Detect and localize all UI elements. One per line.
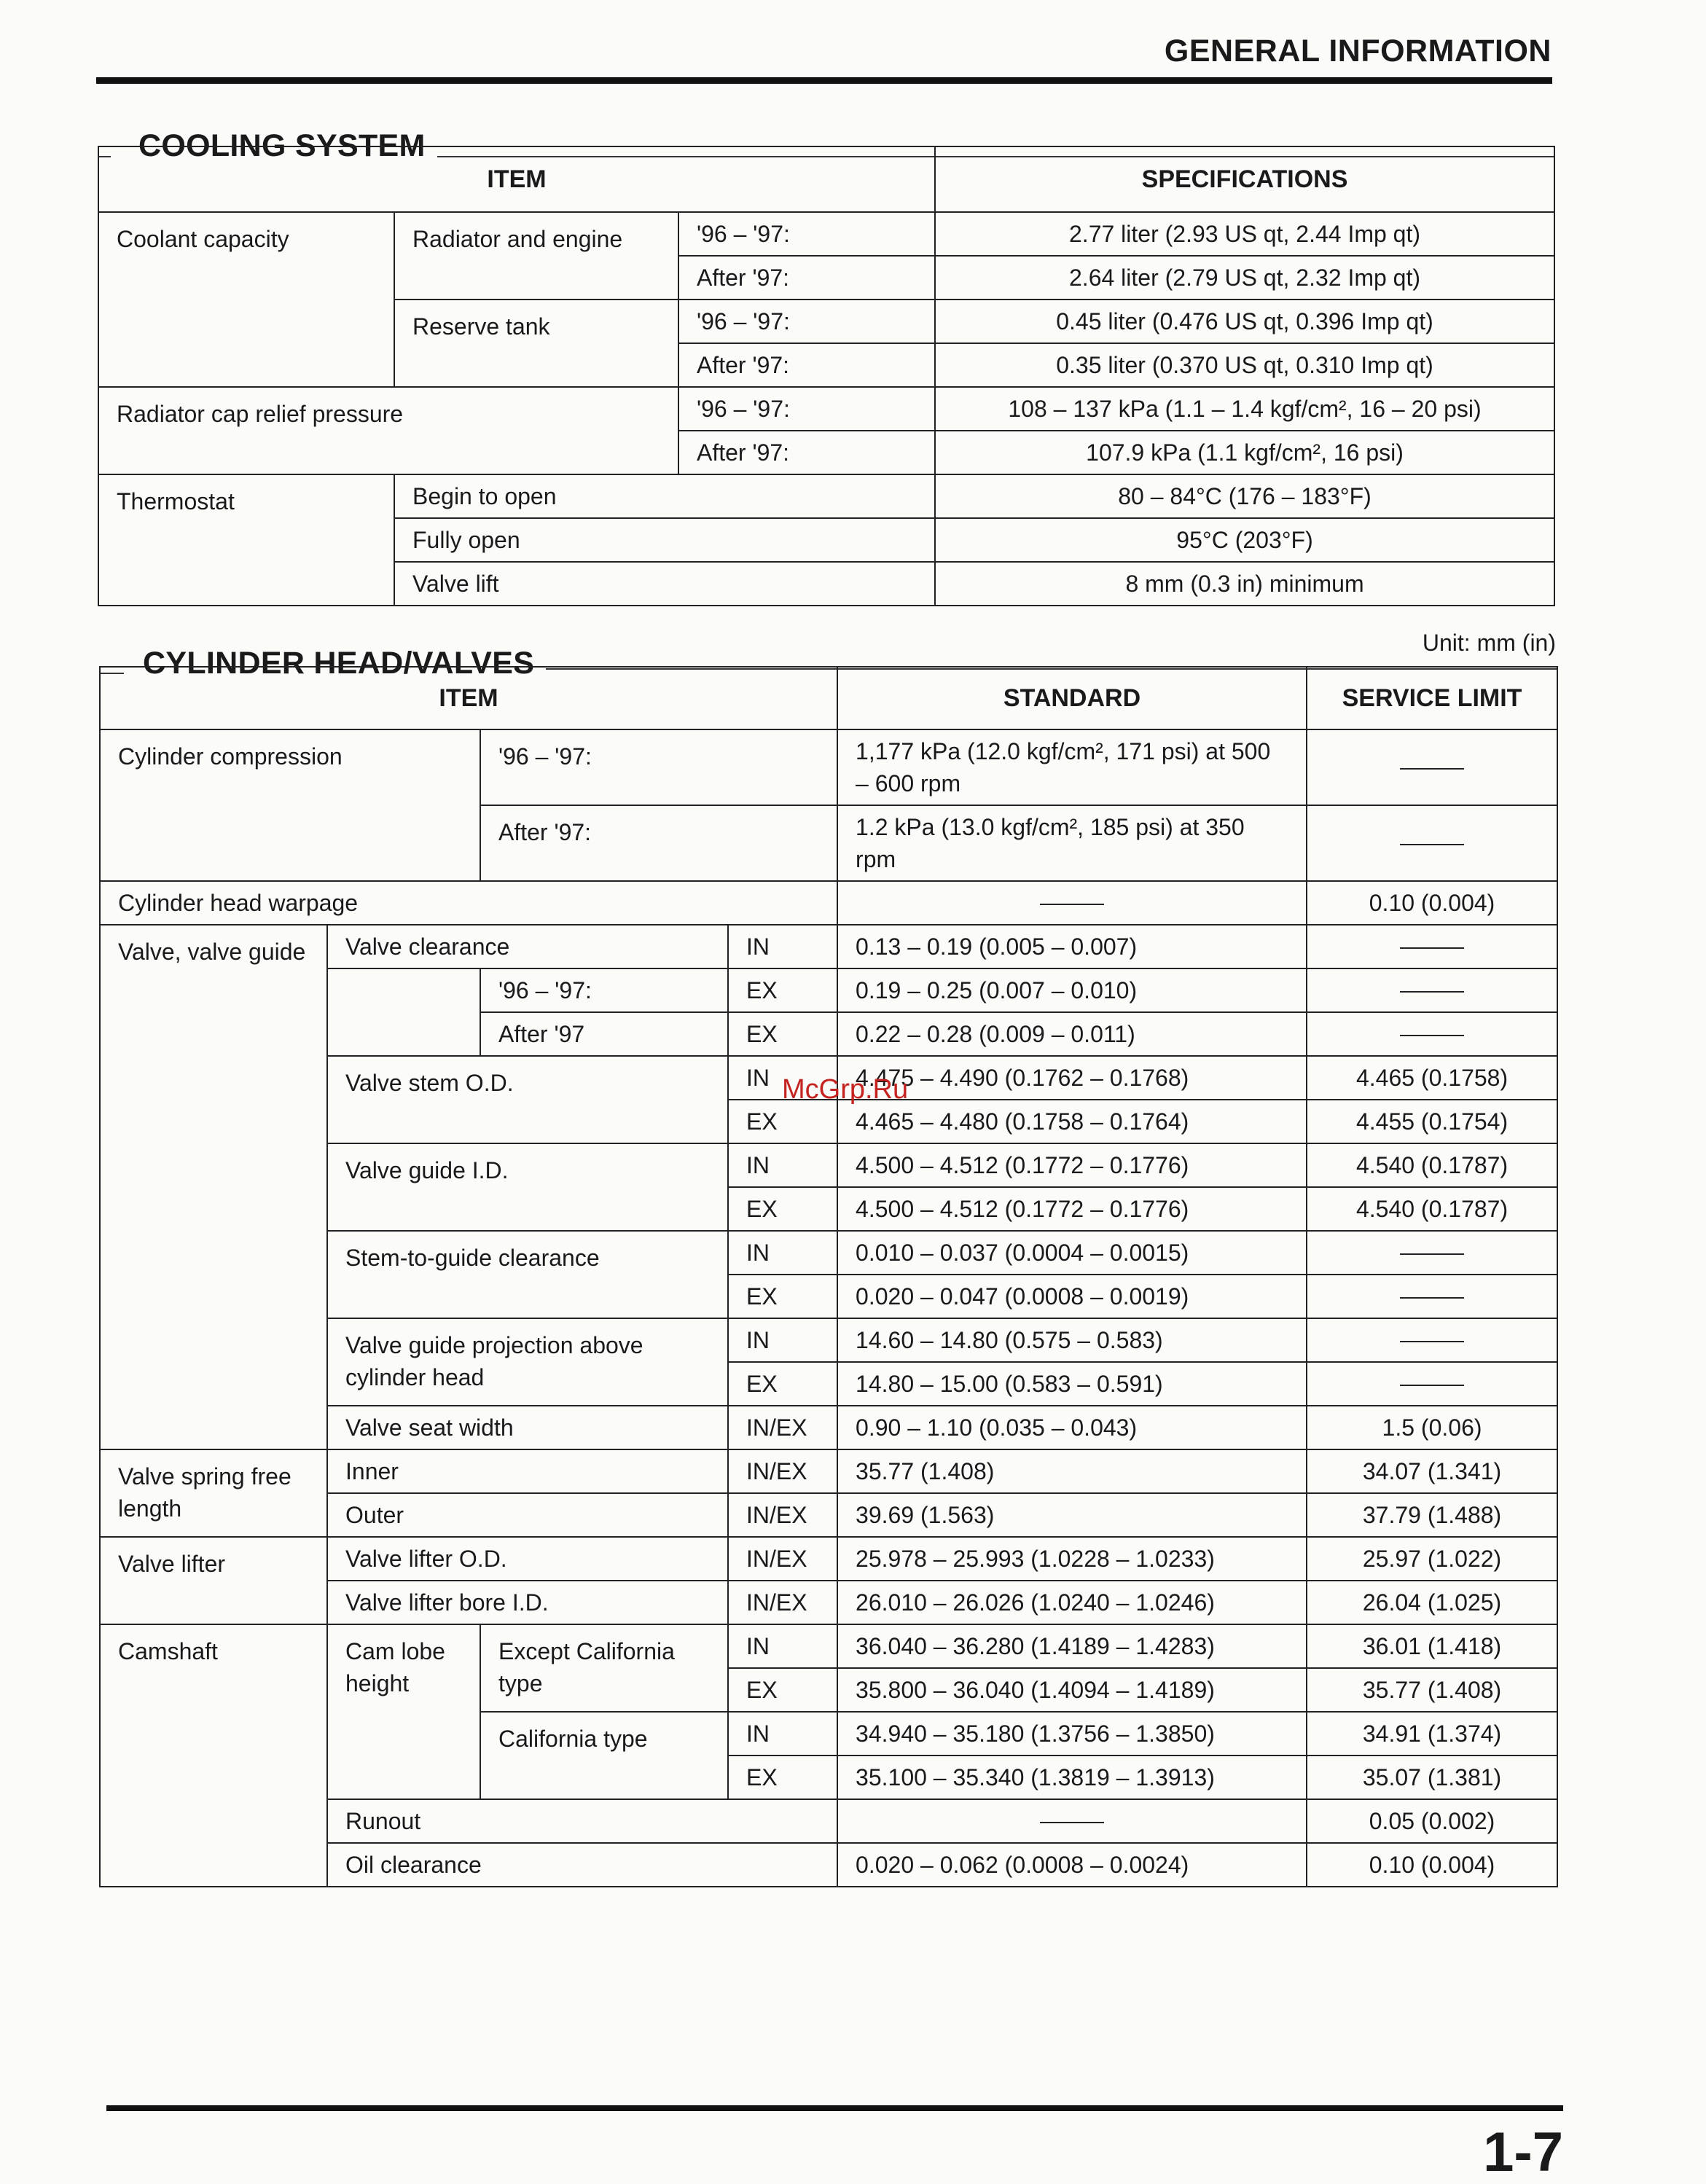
valve-lift-label: Valve lift <box>394 562 935 606</box>
no-limit-dash <box>1307 1012 1557 1056</box>
standard-value: 36.040 – 36.280 (1.4189 – 1.4283) <box>837 1624 1307 1668</box>
cooling-col-spec: SPECIFICATIONS <box>935 146 1554 212</box>
limit-value: 4.465 (0.1758) <box>1307 1056 1557 1100</box>
stem-od-label: Valve stem O.D. <box>327 1056 728 1143</box>
standard-value: 0.020 – 0.047 (0.0008 – 0.0019) <box>837 1275 1307 1318</box>
year-label: '96 – '97: <box>480 968 728 1012</box>
runout-label: Runout <box>327 1799 837 1843</box>
port-label: IN/EX <box>728 1406 837 1449</box>
cyl-col-limit: SERVICE LIMIT <box>1307 667 1557 729</box>
limit-value: 35.07 (1.381) <box>1307 1756 1557 1799</box>
port-label: EX <box>728 1012 837 1056</box>
limit-value: 35.77 (1.408) <box>1307 1668 1557 1712</box>
limit-value: 25.97 (1.022) <box>1307 1537 1557 1581</box>
limit-value: 0.10 (0.004) <box>1307 1843 1557 1887</box>
port-label: IN <box>728 1143 837 1187</box>
camshaft-label: Camshaft <box>100 1624 327 1887</box>
port-label: IN <box>728 1231 837 1275</box>
standard-value: 4.465 – 4.480 (0.1758 – 0.1764) <box>837 1100 1307 1143</box>
lifter-od-label: Valve lifter O.D. <box>327 1537 728 1581</box>
limit-value: 4.455 (0.1754) <box>1307 1100 1557 1143</box>
standard-value: 35.77 (1.408) <box>837 1449 1307 1493</box>
standard-value: 1.2 kPa (13.0 kgf/cm², 185 psi) at 350 rpm <box>837 805 1307 881</box>
spec-value: 2.77 liter (2.93 US qt, 2.44 Imp qt) <box>935 212 1554 256</box>
no-limit-dash <box>1307 805 1557 881</box>
no-limit-dash <box>1307 1275 1557 1318</box>
port-label: EX <box>728 1756 837 1799</box>
header-rule <box>96 77 1552 84</box>
valve-spring-label: Valve spring free length <box>100 1449 327 1537</box>
valve-clearance-label: Valve clearance <box>327 925 728 968</box>
guide-id-label: Valve guide I.D. <box>327 1143 728 1231</box>
inner-label: Inner <box>327 1449 728 1493</box>
port-label: EX <box>728 1275 837 1318</box>
lifter-bore-label: Valve lifter bore I.D. <box>327 1581 728 1624</box>
standard-value: 26.010 – 26.026 (1.0240 – 1.0246) <box>837 1581 1307 1624</box>
watermark: McGrp.Ru <box>782 1074 909 1105</box>
seat-width-label: Valve seat width <box>327 1406 728 1449</box>
port-label: IN/EX <box>728 1493 837 1537</box>
cyl-col-item: ITEM <box>100 667 837 729</box>
limit-value: 34.07 (1.341) <box>1307 1449 1557 1493</box>
port-label: IN <box>728 1318 837 1362</box>
limit-value: 4.540 (0.1787) <box>1307 1187 1557 1231</box>
valve-guide-group-label: Valve, valve guide <box>100 925 327 1449</box>
year-label: '96 – '97: <box>678 387 935 431</box>
spec-value: 0.45 liter (0.476 US qt, 0.396 Imp qt) <box>935 300 1554 343</box>
cyl-spec-table <box>99 666 1558 1887</box>
valve-lifter-label: Valve lifter <box>100 1537 327 1624</box>
footer-rule <box>106 2105 1563 2111</box>
limit-value: 34.91 (1.374) <box>1307 1712 1557 1756</box>
limit-value: 4.540 (0.1787) <box>1307 1143 1557 1187</box>
compression-label: Cylinder compression <box>100 729 480 881</box>
year-label: '96 – '97: <box>678 212 935 256</box>
standard-value: 25.978 – 25.993 (1.0228 – 1.0233) <box>837 1537 1307 1581</box>
no-limit-dash <box>1307 1231 1557 1275</box>
radiator-engine-label: Radiator and engine <box>394 212 678 300</box>
limit-value: 36.01 (1.418) <box>1307 1624 1557 1668</box>
limit-value: 0.05 (0.002) <box>1307 1799 1557 1843</box>
standard-value: 0.13 – 0.19 (0.005 – 0.007) <box>837 925 1307 968</box>
unit-note: Unit: mm (in) <box>1422 630 1556 656</box>
no-limit-dash <box>1307 1362 1557 1406</box>
spec-value: 80 – 84°C (176 – 183°F) <box>935 474 1554 518</box>
guide-projection-label: Valve guide projection above cylinder head <box>327 1318 728 1406</box>
standard-value: 35.100 – 35.340 (1.3819 – 1.3913) <box>837 1756 1307 1799</box>
port-label: IN/EX <box>728 1537 837 1581</box>
standard-value: 4.475 – 4.490 (0.1762 – 0.1768) <box>837 1056 1307 1100</box>
port-label: IN/EX <box>728 1581 837 1624</box>
spec-value: 2.64 liter (2.79 US qt, 2.32 Imp qt) <box>935 256 1554 300</box>
radiator-cap-label: Radiator cap relief pressure <box>98 387 678 474</box>
no-limit-dash <box>1307 1318 1557 1362</box>
year-label: After '97: <box>678 431 935 474</box>
standard-value: 14.60 – 14.80 (0.575 – 0.583) <box>837 1318 1307 1362</box>
spec-value: 108 – 137 kPa (1.1 – 1.4 kgf/cm², 16 – 20 psi) <box>935 387 1554 431</box>
standard-value: 4.500 – 4.512 (0.1772 – 0.1776) <box>837 1187 1307 1231</box>
year-label: '96 – '97: <box>678 300 935 343</box>
port-label: EX <box>728 1187 837 1231</box>
cooling-section-title: COOLING SYSTEM <box>127 128 437 164</box>
year-label: '96 – '97: <box>480 729 837 805</box>
no-limit-dash <box>1307 925 1557 968</box>
cyl-section-title: CYLINDER HEAD/VALVES <box>131 646 546 681</box>
stem-guide-clearance-label: Stem-to-guide clearance <box>327 1231 728 1318</box>
oil-clearance-label: Oil clearance <box>327 1843 837 1887</box>
standard-value: 0.22 – 0.28 (0.009 – 0.011) <box>837 1012 1307 1056</box>
limit-value: 0.10 (0.004) <box>1307 881 1557 925</box>
standard-value: 1,177 kPa (12.0 kgf/cm², 171 psi) at 500 – 600 rpm <box>837 729 1307 805</box>
spec-value: 95°C (203°F) <box>935 518 1554 562</box>
standard-value: 0.90 – 1.10 (0.035 – 0.043) <box>837 1406 1307 1449</box>
port-label: EX <box>728 1100 837 1143</box>
port-label: IN <box>728 925 837 968</box>
page-number: 1-7 <box>1483 2121 1563 2183</box>
reserve-tank-label: Reserve tank <box>394 300 678 387</box>
spec-value: 0.35 liter (0.370 US qt, 0.310 Imp qt) <box>935 343 1554 387</box>
year-label: After '97 <box>480 1012 728 1056</box>
cooling-spec-table <box>98 146 1555 606</box>
cooling-col-item: ITEM <box>98 146 935 212</box>
no-standard-dash <box>837 1799 1307 1843</box>
outer-label: Outer <box>327 1493 728 1537</box>
warpage-label: Cylinder head warpage <box>100 881 837 925</box>
fully-open-label: Fully open <box>394 518 935 562</box>
standard-value: 0.010 – 0.037 (0.0004 – 0.0015) <box>837 1231 1307 1275</box>
begin-open-label: Begin to open <box>394 474 935 518</box>
thermostat-label: Thermostat <box>98 474 394 606</box>
port-label: IN <box>728 1712 837 1756</box>
port-label: IN <box>728 1624 837 1668</box>
standard-value: 35.800 – 36.040 (1.4094 – 1.4189) <box>837 1668 1307 1712</box>
spec-value: 8 mm (0.3 in) minimum <box>935 562 1554 606</box>
blank-cell <box>327 968 480 1056</box>
standard-value: 34.940 – 35.180 (1.3756 – 1.3850) <box>837 1712 1307 1756</box>
limit-value: 1.5 (0.06) <box>1307 1406 1557 1449</box>
california-label: California type <box>480 1712 728 1799</box>
year-label: After '97: <box>480 805 837 881</box>
spec-value: 107.9 kPa (1.1 kgf/cm², 16 psi) <box>935 431 1554 474</box>
port-label: IN/EX <box>728 1449 837 1493</box>
port-label: IN <box>728 1056 837 1100</box>
coolant-capacity-label: Coolant capacity <box>98 212 394 387</box>
year-label: After '97: <box>678 343 935 387</box>
standard-value: 0.19 – 0.25 (0.007 – 0.010) <box>837 968 1307 1012</box>
year-label: After '97: <box>678 256 935 300</box>
no-standard-dash <box>837 881 1307 925</box>
standard-value: 0.020 – 0.062 (0.0008 – 0.0024) <box>837 1843 1307 1887</box>
no-limit-dash <box>1307 968 1557 1012</box>
except-california-label: Except California type <box>480 1624 728 1712</box>
cam-lobe-label: Cam lobe height <box>327 1624 480 1799</box>
port-label: EX <box>728 968 837 1012</box>
no-limit-dash <box>1307 729 1557 805</box>
cyl-col-standard: STANDARD <box>837 667 1307 729</box>
port-label: EX <box>728 1362 837 1406</box>
limit-value: 37.79 (1.488) <box>1307 1493 1557 1537</box>
standard-value: 39.69 (1.563) <box>837 1493 1307 1537</box>
page-header-title: GENERAL INFORMATION <box>1164 34 1552 69</box>
port-label: EX <box>728 1668 837 1712</box>
limit-value: 26.04 (1.025) <box>1307 1581 1557 1624</box>
standard-value: 4.500 – 4.512 (0.1772 – 0.1776) <box>837 1143 1307 1187</box>
standard-value: 14.80 – 15.00 (0.583 – 0.591) <box>837 1362 1307 1406</box>
